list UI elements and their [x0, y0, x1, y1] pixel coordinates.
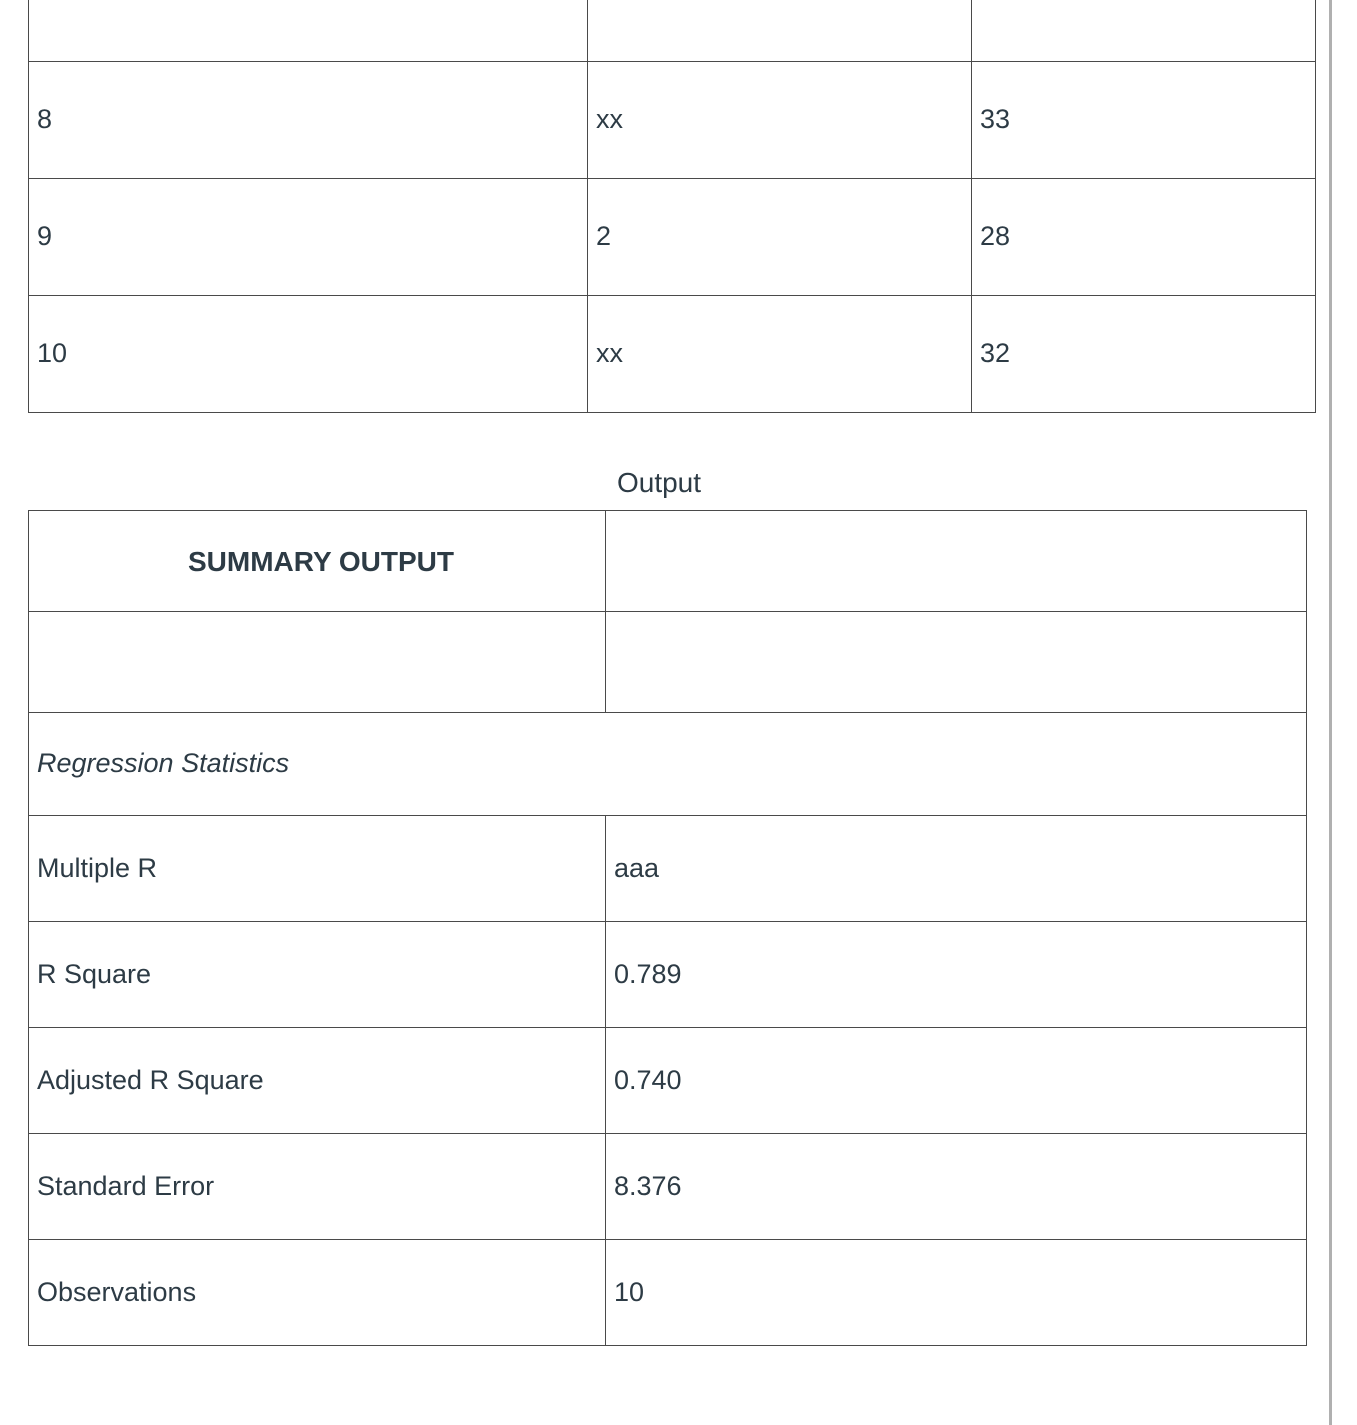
data-cell-y: 28	[972, 179, 1316, 296]
table-row	[29, 62, 1316, 179]
data-cell-index: 8	[29, 62, 588, 179]
stat-value-observations: 10	[606, 1240, 1307, 1346]
data-cell-y: 33	[972, 62, 1316, 179]
data-cell-y	[972, 0, 1316, 62]
table-row	[29, 1028, 1307, 1134]
table-row	[29, 179, 1316, 296]
stat-label-adjusted-r-square: Adjusted R Square	[29, 1028, 606, 1134]
output-caption: Output	[616, 467, 702, 498]
data-cell-x: 2	[588, 179, 972, 296]
data-cell-y: 32	[972, 296, 1316, 413]
table-row	[29, 922, 1307, 1028]
summary-output-table	[28, 510, 1307, 1346]
data-cell-index: 10	[29, 296, 588, 413]
data-table-body	[29, 0, 1316, 413]
summary-blank-row	[29, 612, 1307, 713]
regression-statistics-heading: Regression Statistics	[29, 713, 1307, 816]
stat-value-adjusted-r-square: 0.740	[606, 1028, 1307, 1134]
stat-value-multiple-r: aaa	[606, 816, 1307, 922]
blank-label-cell	[29, 612, 606, 713]
data-cell-x: xx	[588, 296, 972, 413]
data-cell-x: xx	[588, 62, 972, 179]
summary-title-empty-cell	[606, 511, 1307, 612]
vertical-scrollbar[interactable]	[1329, 0, 1332, 1425]
table-row	[29, 0, 1316, 62]
stat-label-observations: Observations	[29, 1240, 606, 1346]
table-row	[29, 1240, 1307, 1346]
stat-label-r-square: R Square	[29, 922, 606, 1028]
regression-statistics-heading-row	[29, 713, 1307, 816]
table-row	[29, 816, 1307, 922]
summary-output-table-container	[28, 510, 1290, 1346]
stat-label-standard-error: Standard Error	[29, 1134, 606, 1240]
stat-value-r-square: 0.789	[606, 922, 1307, 1028]
data-table-container	[28, 0, 1290, 413]
summary-output-table-body	[29, 511, 1307, 1346]
stat-label-multiple-r: Multiple R	[29, 816, 606, 922]
data-cell-index: 9	[29, 179, 588, 296]
blank-value-cell	[606, 612, 1307, 713]
data-table	[28, 0, 1316, 413]
data-cell-x	[588, 0, 972, 62]
table-row	[29, 1134, 1307, 1240]
summary-output-title: SUMMARY OUTPUT	[29, 511, 606, 612]
stat-value-standard-error: 8.376	[606, 1134, 1307, 1240]
data-cell-index	[29, 0, 588, 62]
summary-title-row	[29, 511, 1307, 612]
table-row	[29, 296, 1316, 413]
